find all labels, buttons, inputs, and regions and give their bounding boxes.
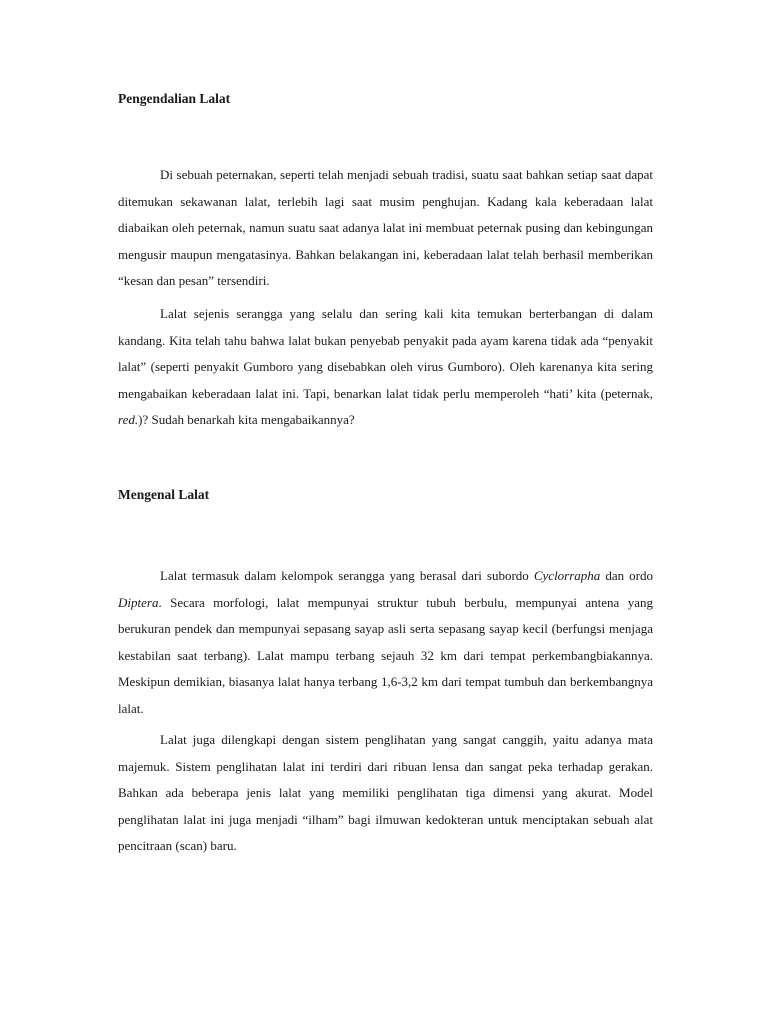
paragraph-text: dan ordo xyxy=(600,568,653,583)
section-heading-pengendalian-lalat: Pengendalian Lalat xyxy=(118,91,231,106)
italic-abbreviation: red. xyxy=(118,412,139,427)
paragraph-text: Lalat termasuk dalam kelompok serangga yang berasal dari subordo xyxy=(160,568,534,583)
italic-taxon-subordo: Cyclorrapha xyxy=(533,568,601,583)
paragraph-text: Lalat juga dilengkapi dengan sistem penglihatan yang sangat canggih, yaitu adanya mata majemuk. Sistem penglihatan lalat ini terdiri dari ribuan lensa dan sangat peka terhadap gerakan. Bahkan ada beberapa jenis lalat yang memiliki penglihatan tiga dimensi yang akurat. Model penglihatan lalat ini juga menjadi “ilham” bagi ilmuwan kedokteran untuk menciptakan sebuah alat pencitraan (scan) baru. xyxy=(118,732,653,853)
paragraph-text: . Secara morfologi, lalat mempunyai struktur tubuh berbulu, mempunyai antena yang berukuran pendek dan mempunyai sepasang sayap asli serta sepasang sayap kecil (berfungsi menjaga kestabilan saat terbang). Lalat mampu terbang sejauh 32 km dari tempat perkembangbiakannya. Meskipun demikian, biasanya lalat hanya terbang 1,6-3,2 km dari tempat tumbuh dan berkembangnya lalat. xyxy=(118,594,653,716)
paragraph-intro xyxy=(118,162,653,295)
paragraph-text: )? Sudah benarkah kita mengabaikannya? xyxy=(138,412,355,427)
section-heading-mengenal-lalat: Mengenal Lalat xyxy=(118,487,210,502)
paragraph-lalat-sejenis xyxy=(118,301,653,434)
paragraph-penglihatan xyxy=(118,727,653,860)
paragraph-text: Di sebuah peternakan, seperti telah menjadi sebuah tradisi, suatu saat bahkan setiap saat dapat ditemukan sekawanan lalat, terlebih lagi saat musim penghujan. Kadang kala keberadaan lalat diabaikan oleh peternak, namun suatu saat adanya lalat ini membuat peternak pusing dan kebingungan mengusir maupun mengatasinya. Bahkan belakangan ini, keberadaan lalat telah berhasil memberikan “kesan dan pesan” tersendiri. xyxy=(118,167,653,288)
italic-taxon-ordo: Diptera xyxy=(118,594,159,610)
paragraph-text: Lalat sejenis serangga yang selalu dan sering kali kita temukan berterbangan di dalam kandang. Kita telah tahu bahwa lalat bukan penyebab penyakit pada ayam karena tidak ada “penyakit lalat” (seperti penyakit Gumboro yang disebabkan oleh virus Gumboro). Oleh karenanya kita sering mengabaikan keberadaan lalat ini. Tapi, benarkan lalat tidak perlu memperoleh “hati’ kita (peternak, xyxy=(118,306,653,401)
paragraph-morfologi xyxy=(118,563,653,722)
